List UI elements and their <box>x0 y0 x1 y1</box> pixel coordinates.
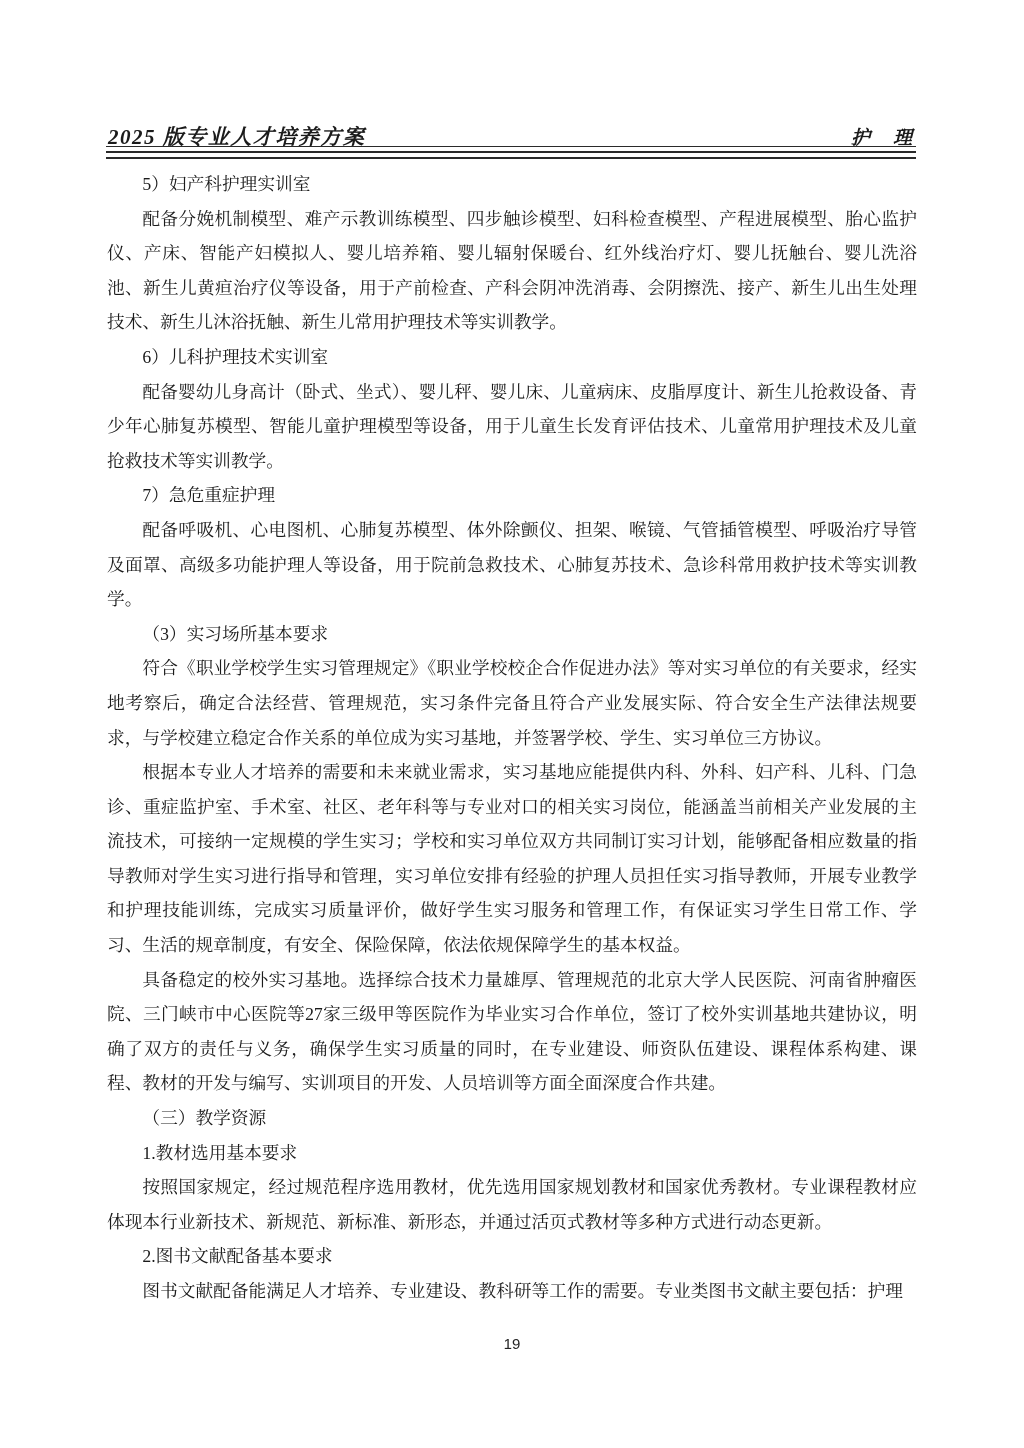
body-paragraph: 具备稳定的校外实习基地。选择综合技术力量雄厚、管理规范的北京大学人民医院、河南省肿瘤医院、三门峡市中心医院等27家三级甲等医院作为毕业实习合作单位，签订了校外实训基地共建协议，明确了双方的责任与义务，确保学生实习质量的同时，在专业建设、师资队伍建设、课程体系构建、课程、教材的开发与编写、实训项目的开发、人员培训等方面全面深度合作共建。 <box>107 969 917 1094</box>
header-rule-thin <box>106 146 916 147</box>
body-paragraph: 按照国家规定，经过规范程序选用教材，优先选用国家规划教材和国家优秀教材。专业课程教材应体现本行业新技术、新规范、新标准、新形态，并通过活页式教材等多种方式进行动态更新。 <box>107 1177 917 1232</box>
section-heading: （三）教学资源 <box>142 1108 267 1129</box>
header-document-title: 2025 版专业人才培养方案 <box>108 125 366 149</box>
page-number: 19 <box>503 1336 521 1353</box>
header-rule-double <box>106 151 916 159</box>
body-paragraph: 配备分娩机制模型、难产示教训练模型、四步触诊模型、妇科检查模型、产程进展模型、胎心监护仪、产床、智能产妇模拟人、婴儿培养箱、婴儿辐射保暖台、红外线治疗灯、婴儿抚触台、婴儿洗浴池、新生儿黄疸治疗仪等设备，用于产前检查、产科会阴冲洗消毒、会阴擦洗、接产、新生儿出生处理技术、新生儿沐浴抚触、新生儿常用护理技术等实训教学。 <box>107 208 917 333</box>
body-paragraph: 图书文献配备能满足人才培养、专业建设、教科研等工作的需要。专业类图书文献主要包括：护理 <box>142 1281 903 1301</box>
document-body <box>107 167 917 1309</box>
section-heading: （3）实习场所基本要求 <box>142 623 329 644</box>
header-major-name: 护 理 <box>850 128 914 149</box>
body-paragraph: 配备呼吸机、心电图机、心肺复苏模型、体外除颤仪、担架、喉镜、气管插管模型、呼吸治疗导管及面罩、高级多功能护理人等设备，用于院前急救技术、心肺复苏技术、急诊科常用救护技术等实训教学。 <box>107 519 917 610</box>
section-heading: 6）儿科护理技术实训室 <box>142 346 329 367</box>
section-heading: 7）急危重症护理 <box>142 485 276 506</box>
page-footer <box>0 1336 1024 1353</box>
body-paragraph: 符合《职业学校学生实习管理规定》《职业学校校企合作促进办法》等对实习单位的有关要求，经实地考察后，确定合法经营、管理规范，实习条件完备且符合产业发展实际、符合安全生产法律法规要求，与学校建立稳定合作关系的单位成为实习基地，并签署学校、学生、实习单位三方协议。 <box>107 658 917 748</box>
body-paragraph: 根据本专业人才培养的需要和未来就业需求，实习基地应能提供内科、外科、妇产科、儿科、门急诊、重症监护室、手术室、社区、老年科等与专业对口的相关实习岗位，能涵盖当前相关产业发展的主流技术，可接纳一定规模的学生实习；学校和实习单位双方共同制订实习计划，能够配备相应数量的指导教师对学生实习进行指导和管理，实习单位安排有经验的护理人员担任实习指导教师，开展专业教学和护理技能训练，完成实习质量评价，做好学生实习服务和管理工作，有保证实习学生日常工作、学习、生活的规章制度，有安全、保险保障，依法依规保障学生的基本权益。 <box>107 762 917 956</box>
section-heading: 5）妇产科护理实训室 <box>142 174 311 194</box>
section-heading: 2.图书文献配备基本要求 <box>142 1246 333 1267</box>
body-paragraph: 配备婴幼儿身高计（卧式、坐式）、婴儿秤、婴儿床、儿童病床、皮脂厚度计、新生儿抢救设备、青少年心肺复苏模型、智能儿童护理模型等设备，用于儿童生长发育评估技术、儿童常用护理技术及儿童抢救技术等实训教学。 <box>107 381 917 471</box>
section-heading: 1.教材选用基本要求 <box>142 1142 298 1163</box>
